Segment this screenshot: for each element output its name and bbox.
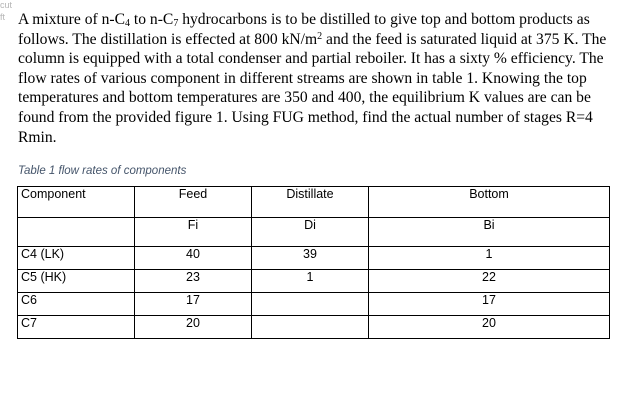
distillate-cell bbox=[252, 316, 369, 339]
component-cell: C7 bbox=[18, 316, 135, 339]
feed-cell: 17 bbox=[135, 293, 252, 316]
table-caption: Table 1 flow rates of components bbox=[18, 165, 187, 177]
symbol-cell: Di bbox=[252, 218, 369, 247]
bottom-cell: 20 bbox=[369, 316, 610, 339]
table-row bbox=[18, 316, 610, 339]
table-header-row bbox=[18, 187, 610, 218]
header-component: Component bbox=[18, 187, 135, 218]
feed-cell: 20 bbox=[135, 316, 252, 339]
distillate-cell: 39 bbox=[252, 247, 369, 270]
flow-rates-table bbox=[17, 186, 610, 339]
component-cell: C5 (HK) bbox=[18, 270, 135, 293]
table-row bbox=[18, 293, 610, 316]
symbol-cell bbox=[18, 218, 135, 247]
problem-statement: A mixture of $n-C_4$ to $n-C_7$ hydrocarbons is to be distilled to give top and bottom products as follows. The distillation is effected at 800 $kN/m^2$ and the feed is saturated liquid at 375 K. The column is equipped with a total condenser and partial reboiler. It has a sixty % efficiency. The flow rates of various component in different streams are shown in table 1. Knowing the top temperatures and bottom temperatures are 350 and 400, the equilibrium K values are can be found from the provided figure 1. Using FUG method, find the actual number of stages R=4 Rmin. bbox=[18, 11, 607, 146]
margin-cut-label: cut bbox=[0, 0, 13, 10]
header-bottom: Bottom bbox=[369, 187, 610, 218]
header-feed: Feed bbox=[135, 187, 252, 218]
symbol-cell: Fi bbox=[135, 218, 252, 247]
table-symbol-row bbox=[18, 218, 610, 247]
table-row bbox=[18, 247, 610, 270]
bottom-cell: 1 bbox=[369, 247, 610, 270]
feed-cell: 23 bbox=[135, 270, 252, 293]
bottom-cell: 17 bbox=[369, 293, 610, 316]
margin-marker: ft bbox=[0, 12, 6, 22]
bottom-cell: 22 bbox=[369, 270, 610, 293]
component-cell: C4 (LK) bbox=[18, 247, 135, 270]
distillate-cell bbox=[252, 293, 369, 316]
symbol-cell: Bi bbox=[369, 218, 610, 247]
distillate-cell: 1 bbox=[252, 270, 369, 293]
component-cell: C6 bbox=[18, 293, 135, 316]
header-distillate: Distillate bbox=[252, 187, 369, 218]
table-row bbox=[18, 270, 610, 293]
feed-cell: 40 bbox=[135, 247, 252, 270]
